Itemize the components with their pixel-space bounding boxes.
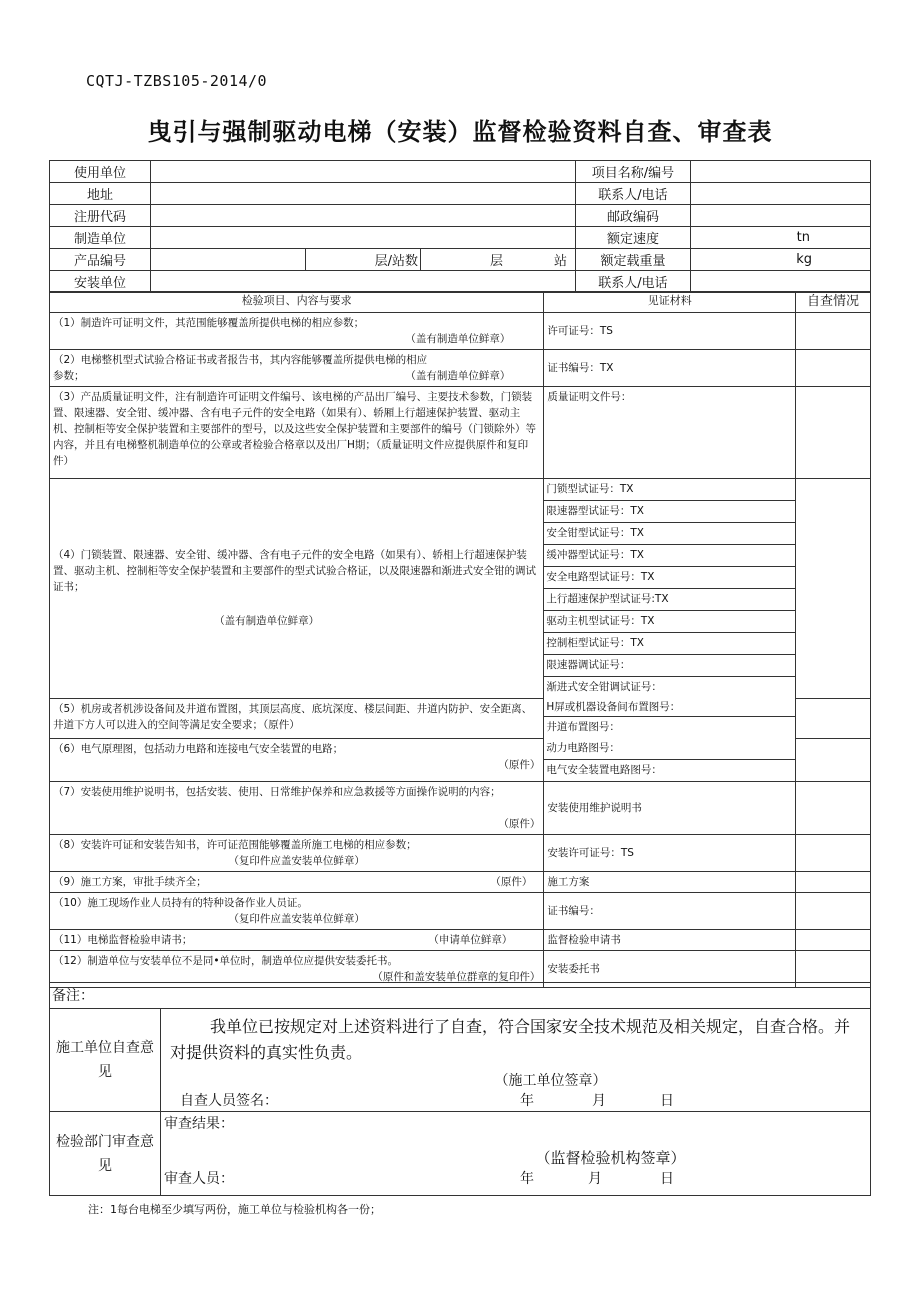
document-code: CQTJ-TZBS105-2014/0 xyxy=(86,72,268,90)
self-check-header: 自查情况 xyxy=(796,292,871,313)
item-4-evidence[interactable]: 安全电路型试证号：TX xyxy=(544,567,795,589)
item-7-evidence[interactable]: 安装使用维护说明书 xyxy=(544,782,796,835)
self-check-day: 日 xyxy=(660,1093,674,1109)
reviewer-label[interactable]: 审查人员： xyxy=(164,1171,234,1187)
item-6-evidence[interactable]: 动力电路图号： xyxy=(544,738,795,760)
item-4-evidence[interactable]: 缓冲器型试证号：TX xyxy=(544,545,795,567)
inspection-seal: （监督检验机构签章） xyxy=(535,1149,686,1167)
item-8-evidence[interactable]: 安装许可证号：TS xyxy=(544,835,796,872)
item-9-text: （9）施工方案，审批手续齐全； xyxy=(53,876,207,888)
item-1-text: （1）制造许可证明文件，其范围能够覆盖所提供电梯的相应参数； xyxy=(53,317,365,329)
item-7-note: （原件） xyxy=(498,818,541,830)
item-10-text: （10）施工现场作业人员持有的特种设备作业人员证。 xyxy=(53,897,308,909)
item-4 xyxy=(50,479,544,699)
item-10-note: （复印件应盖安装单位鲜章） xyxy=(228,913,365,925)
item-2-text-b: 参数； xyxy=(53,370,85,382)
item-5-evidence-list xyxy=(544,698,796,738)
item-11-note: （申请单位鲜章） xyxy=(428,934,513,946)
reg-code-field[interactable] xyxy=(151,205,576,227)
item-4-evidence[interactable]: 驱动主机型试证号：TX xyxy=(544,611,795,633)
inspection-table xyxy=(49,291,871,988)
contact-field-2[interactable] xyxy=(691,271,871,293)
items-header: 检验项目、内容与要求 xyxy=(50,292,544,313)
contact-field-1[interactable] xyxy=(691,183,871,205)
basic-info-table xyxy=(49,160,871,293)
speed-unit: tn xyxy=(796,230,810,245)
product-no-field[interactable] xyxy=(151,249,306,271)
floors-label: 层/站数 xyxy=(306,249,421,271)
address-label: 地址 xyxy=(50,183,151,205)
self-check-section xyxy=(161,1009,871,1112)
project-field[interactable] xyxy=(691,161,871,183)
self-check-year: 年 xyxy=(520,1093,534,1109)
item-2-note: （盖有制造单位鲜章） xyxy=(405,370,511,382)
rated-speed-field[interactable] xyxy=(691,227,871,249)
item-4-evidence[interactable]: 限速器型试证号：TX xyxy=(544,501,795,523)
review-result-label[interactable]: 审查结果： xyxy=(164,1116,234,1132)
product-no-label: 产品编号 xyxy=(50,249,151,271)
item-2 xyxy=(50,350,544,387)
item-3-self-check[interactable] xyxy=(796,387,871,479)
review-day: 日 xyxy=(660,1171,674,1187)
item-5-evidence[interactable]: H屏或机器设备间布置图号： xyxy=(544,698,795,717)
construction-seal: （施工单位签章） xyxy=(494,1073,607,1089)
item-1-note: （盖有制造单位鲜章） xyxy=(405,333,511,345)
item-11 xyxy=(50,930,544,951)
item-1-self-check[interactable] xyxy=(796,313,871,350)
footnote: 注：1每台电梯至少填写两份，施工单位与检验机构各一份； xyxy=(88,1203,381,1216)
install-unit-label: 安装单位 xyxy=(50,271,151,293)
item-4-evidence[interactable]: 控制柜型试证号：TX xyxy=(544,633,795,655)
page-title: 曳引与强制驱动电梯（安装）监督检验资料自查、审查表 xyxy=(147,118,773,146)
reg-code-label: 注册代码 xyxy=(50,205,151,227)
item-6-evidence[interactable]: 电气安全装置电路图号： xyxy=(546,764,662,776)
postcode-field[interactable] xyxy=(691,205,871,227)
review-signature-row xyxy=(162,1168,869,1188)
item-5-evidence[interactable]: 井道布置图号： xyxy=(546,721,620,733)
item-7-text: （7）安装使用维护说明书，包括安装、使用、日常维护保养和应急救援等方面操作说明的内容； xyxy=(53,786,501,798)
station-unit: 站 xyxy=(553,254,567,269)
self-check-signer-label[interactable]: 自查人员签名： xyxy=(180,1093,278,1109)
item-7 xyxy=(50,782,544,835)
item-6-evidence-list xyxy=(544,738,796,782)
item-9-self-check[interactable] xyxy=(796,872,871,893)
maker-label: 制造单位 xyxy=(50,227,151,249)
install-unit-field[interactable] xyxy=(151,271,576,293)
item-12-text: （12）制造单位与安装单位不是同•单位时，制造单位应提供安装委托书。 xyxy=(53,955,399,967)
item-1-evidence[interactable]: 许可证号：TS xyxy=(544,313,796,350)
item-4-evidence[interactable]: 安全钳型试证号：TX xyxy=(544,523,795,545)
item-12-note: （原件和盖安装单位群章的复印件） xyxy=(372,971,541,983)
self-check-signature-row xyxy=(162,1090,869,1110)
item-8-self-check[interactable] xyxy=(796,835,871,872)
remarks-field[interactable] xyxy=(50,983,871,1009)
remarks-label: 备注： xyxy=(52,988,94,1004)
item-3: （3）产品质量证明文件，注有制造许可证明文件编号、该电梯的产品出厂编号、主要技术参数，门锁装置、限速器、安全钳、缓冲器、含有电子元件的安全电路（如果有）、轿厢上行超速保护装置、驱动主机、控制柜等安全保护装置和主要部件的型号，以及这些安全保护装置和主要部件的编号（门锁除外）等内容，并且有电梯整机制造单位的公章或者检验合格章以及出厂H期；（质量证明文件应提供原件和复印件） xyxy=(50,387,544,479)
item-9 xyxy=(50,872,544,893)
item-4-evidence[interactable]: 限速器调试证号： xyxy=(544,655,795,677)
item-6-text: （6）电气原理图，包括动力电路和连接电气安全装置的电路； xyxy=(53,742,344,755)
contact-label-2: 联系人/电话 xyxy=(576,271,691,293)
item-10-evidence[interactable]: 证书编号： xyxy=(544,893,796,930)
item-10-self-check[interactable] xyxy=(796,893,871,930)
item-2-text: （2）电梯整机型式试验合格证书或者报告书，其内容能够覆盖所提供电梯的相应 xyxy=(53,354,428,366)
user-unit-label: 使用单位 xyxy=(50,161,151,183)
postcode-label: 邮政编码 xyxy=(576,205,691,227)
item-12-evidence[interactable]: 安装委托书 xyxy=(544,951,796,988)
load-unit: kg xyxy=(796,252,812,267)
item-9-note: （原件） xyxy=(490,876,533,888)
item-6 xyxy=(50,738,544,782)
self-check-section-label: 施工单位自查意见 xyxy=(50,1009,161,1112)
rated-load-label: 额定载重量 xyxy=(576,249,691,271)
item-3-evidence[interactable]: 质量证明文件号： xyxy=(544,387,796,479)
contact-label-1: 联系人/电话 xyxy=(576,183,691,205)
item-1 xyxy=(50,313,544,350)
item-4-text: （4）门锁装置、限速器、安全钳、缓冲器、含有电子元件的安全电路（如果有）、轿相上行超速保护装置、驱动主机、控制柜等安全保护装置和主要部件的型式试验合格证，以及限速器和渐进式安全钳的调试证书； xyxy=(53,549,536,594)
item-8-note: （复印件应盖安装单位鲜章） xyxy=(228,855,365,867)
item-5-self-check[interactable] xyxy=(796,698,871,738)
project-label: 项目名称/编号 xyxy=(576,161,691,183)
review-section-label: 检验部门审查意见 xyxy=(50,1112,161,1196)
address-field[interactable] xyxy=(151,183,576,205)
item-8 xyxy=(50,835,544,872)
item-8-text: （8）安装许可证和安装告知书，许可证范围能够覆盖所施工电梯的相应参数； xyxy=(53,839,417,851)
item-4-evidence[interactable]: 渐进式安全钳调试证号： xyxy=(546,681,662,693)
item-10 xyxy=(50,893,544,930)
item-11-self-check[interactable] xyxy=(796,930,871,951)
self-check-statement: 我单位已按规定对上述资料进行了自查，符合国家安全技术规范及相关规定，自查合格。并对提供资料的真实性负责。 xyxy=(170,1017,851,1062)
review-year: 年 xyxy=(520,1171,534,1187)
item-4-evidence-list xyxy=(544,479,796,699)
floor-unit: 层 xyxy=(489,254,503,269)
review-section xyxy=(161,1112,871,1196)
item-4-evidence[interactable]: 上行超速保护型试证号:TX xyxy=(544,589,795,611)
item-2-evidence[interactable]: 证书编号：TX xyxy=(544,350,796,387)
item-9-evidence[interactable]: 施工方案 xyxy=(544,872,796,893)
item-6-self-check[interactable] xyxy=(796,738,871,782)
rated-speed-label: 额定速度 xyxy=(576,227,691,249)
evidence-header: 见证材料 xyxy=(544,292,796,313)
self-check-month: 月 xyxy=(592,1093,606,1109)
item-6-note: （原件） xyxy=(498,758,541,771)
rated-load-field[interactable] xyxy=(691,249,871,271)
review-month: 月 xyxy=(588,1171,602,1187)
maker-field[interactable] xyxy=(151,227,576,249)
floors-field[interactable] xyxy=(421,249,576,271)
item-4-evidence[interactable]: 门锁型试证号：TX xyxy=(544,479,795,501)
item-11-evidence[interactable]: 监督检验申请书 xyxy=(544,930,796,951)
user-unit-field[interactable] xyxy=(151,161,576,183)
item-4-self-check[interactable] xyxy=(796,479,871,699)
item-11-text: （11）电梯监督检验申请书； xyxy=(53,934,193,946)
item-4-note: （盖有制造单位鲜章） xyxy=(214,615,320,628)
item-2-self-check[interactable] xyxy=(796,350,871,387)
item-5: （5）机房或者机涉设备间及井道布置图，其顶层高度、底坑深度、楼层间距、井道内防护、安全距离、井道下方人可以进入的空间等满足安全要求；（原件） xyxy=(50,698,544,738)
signature-table xyxy=(49,982,871,1196)
item-7-self-check[interactable] xyxy=(796,782,871,835)
